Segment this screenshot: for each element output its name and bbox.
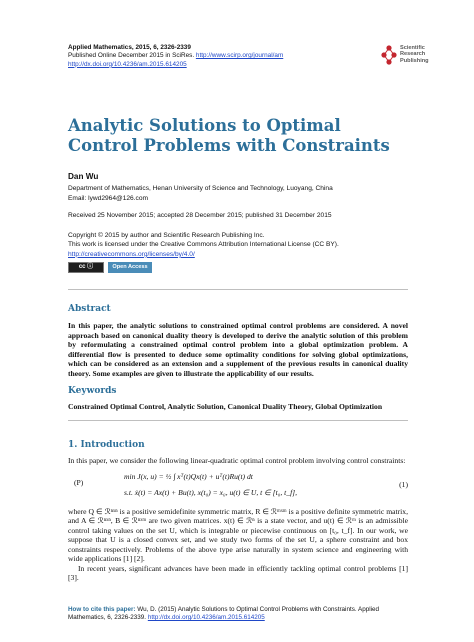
keywords-heading: Keywords (68, 386, 117, 396)
copyright-notice: Copyright © 2015 by author and Scientific Research Publishing Inc. This work is licensed under the Creative Commons Attribution International License (CC BY). http://creativecommons.org/licenses/by/4.0/ (68, 231, 408, 259)
intro-lead: In this paper, we consider the following linear-quadratic optimal control problem involving control constraints: (68, 456, 406, 465)
publisher-logo (380, 44, 442, 70)
publication-line: Published Online December 2015 in SciRes. http://www.scirp.org/journal/am (68, 52, 284, 60)
open-access-badge[interactable]: Open Access (108, 262, 152, 273)
equation-block (68, 468, 408, 506)
affiliation (68, 184, 408, 203)
intro-paragraph-2: In recent years, significant advances have been made in efficiently tackling optimal control problems [1] [3]. (68, 564, 408, 583)
equation-line-1: min J(x, u) = ½ ∫ xᵀ(t)Qx(t) + uᵀ(t)Ru(t) dt (124, 472, 253, 481)
journal-header (68, 44, 398, 69)
publisher-logo-text: Scientific Research Publishing (400, 45, 429, 64)
department: Department of Mathematics, Henan University of Science and Technology, Luoyang, China (68, 185, 333, 192)
publisher-logo-icon (380, 44, 398, 66)
publication-dates: Received 25 November 2015; accepted 28 December 2015; published 31 December 2015 (68, 212, 332, 219)
abstract-text: In this paper, the analytic solutions to constrained optimal control problems are considered. A novel approach based on canonical duality theory is developed to derive the analytic solution of this problem by reformulating a constrained optimal control problem into a global optimization problem. A differential flow is presented to deduce some optimality conditions for solving global optimizations, which can be considered as an extension and a supplement of the previous results in canonical duality theory. Some examples are given to illustrate the applicability of our results. (68, 321, 408, 378)
introduction-heading: 1. Introduction (68, 440, 145, 450)
doi-link[interactable]: http://dx.doi.org/10.4236/am.2015.614205 (68, 60, 187, 68)
paper-title: Analytic Solutions to Optimal Control Problems with Constraints (68, 116, 390, 155)
divider (68, 420, 408, 421)
journal-citation: Applied Mathematics, 2015, 6, 2326-2339 (68, 44, 191, 51)
citation-text: Wu, D. (2015) Analytic Solutions to Optimal Control Problems with Constraints. Applied Mathematics, 6, 2326-2339. (68, 606, 380, 622)
citation-label: How to cite this paper: (68, 606, 136, 613)
author-name: Dan Wu (68, 172, 99, 181)
citation-footer (68, 606, 408, 623)
license-badges (68, 262, 188, 274)
problem-label: (P) (74, 478, 84, 487)
abstract-heading: Abstract (68, 304, 111, 314)
divider (68, 289, 408, 290)
citation-doi-link[interactable]: http://dx.doi.org/10.4236/am.2015.614205 (147, 614, 265, 622)
intro-paragraph-1: where Q ∈ ℛⁿˣⁿ is a positive semidefinite symmetric matrix, R ∈ ℛᵐˣᵐ is a positive definite symmetric matrix, and A ∈ ℛⁿˣⁿ, B ∈ ℛⁿˣᵐ are two given matrices. x(t) ∈ ℛⁿ is a state vector, and u(t) ∈ ℛᵐ is an admissible control taking values on the set U, which is integrable or piecewise continuous on [t₀, t_f]. In our work, we suppose that U is a closed convex set, and we study two forms of the set U, a sphere constraint and box constraints respectively. Problems of the above type arise naturally in system science and engineering with wide applications [1] [2]. (68, 507, 408, 564)
equation-line-2: s.t. ẋ(t) = Ax(t) + Bu(t), x(t₀) = x₀, u(t) ∈ U, t ∈ [t₀, t_f], (124, 488, 298, 497)
author-email: Email: lywd2964@126.com (68, 194, 148, 202)
keywords-text: Constrained Optimal Control, Analytic Solution, Canonical Duality Theory, Global Optimization (68, 402, 383, 411)
equation-number: (1) (399, 480, 408, 489)
journal-url-link[interactable]: http://www.scirp.org/journal/am (195, 52, 284, 60)
license-link[interactable]: http://creativecommons.org/licenses/by/4.0/ (68, 250, 195, 258)
cc-by-badge[interactable]: cc ⓘ (68, 262, 104, 273)
